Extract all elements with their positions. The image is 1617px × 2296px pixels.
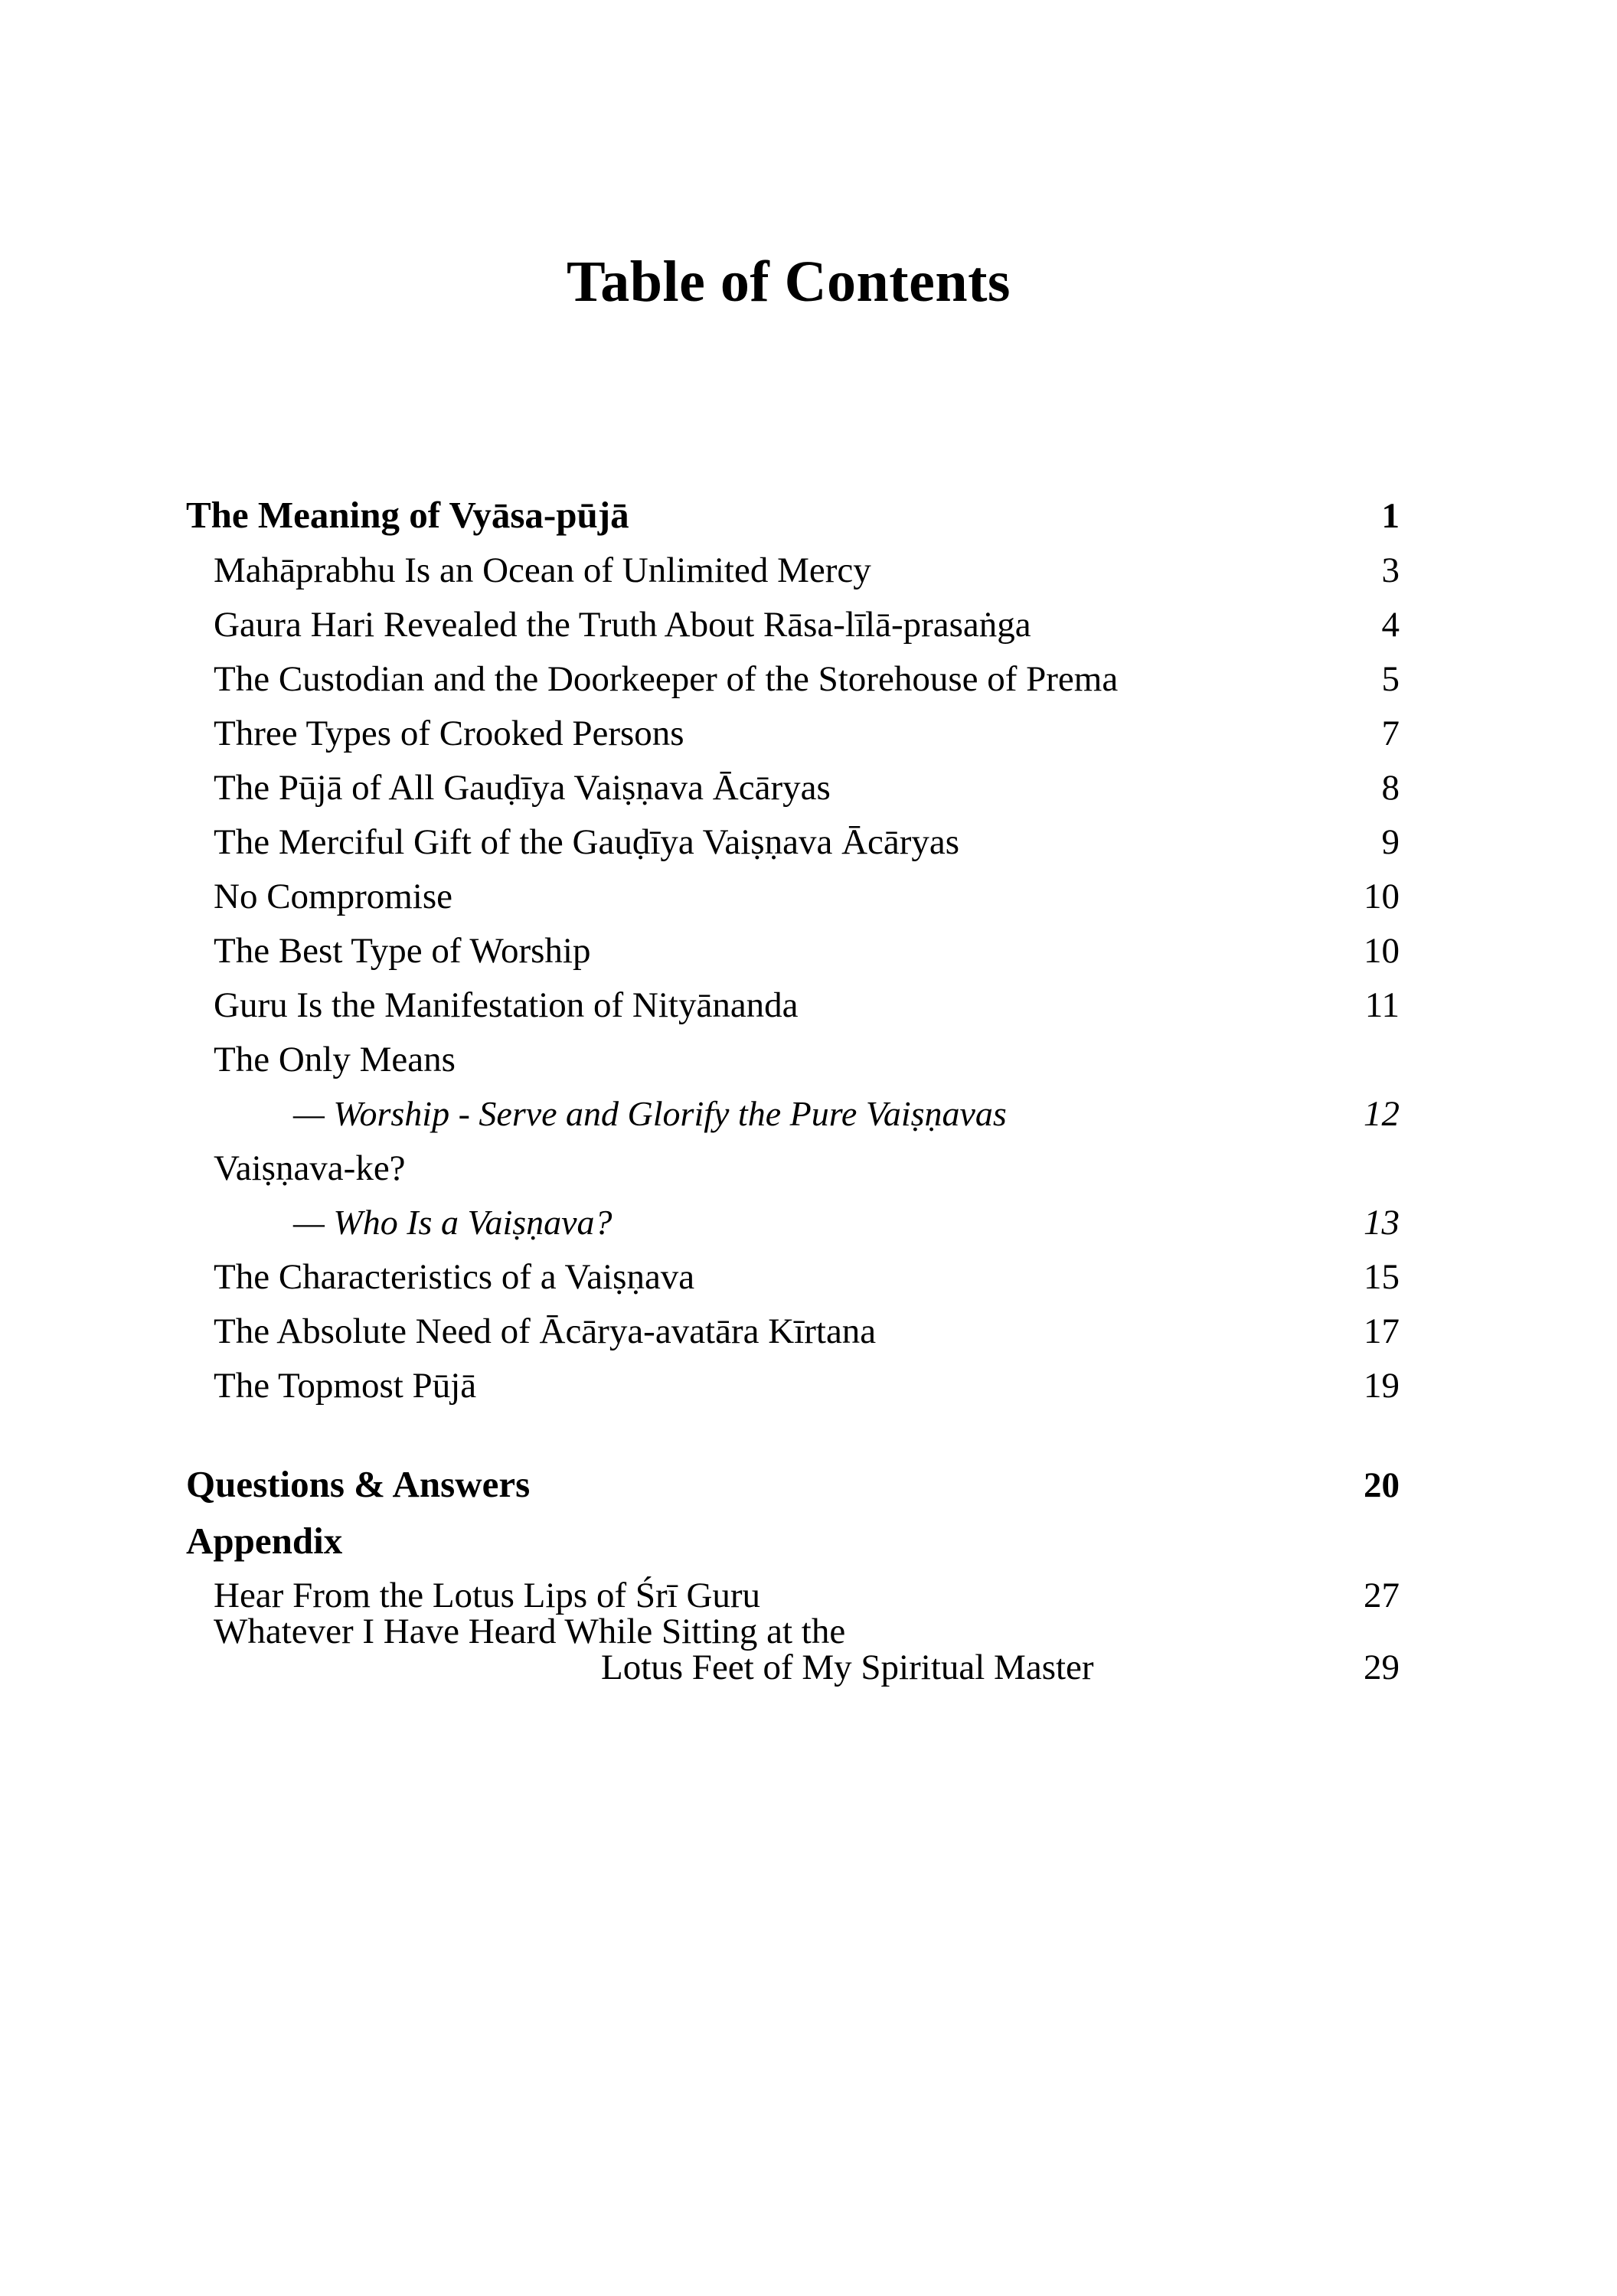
toc-entry-label: The Characteristics of a Vaiṣṇava: [214, 1257, 695, 1297]
toc-entry-label: The Best Type of Worship: [214, 931, 591, 971]
toc-entry-page: 7: [1381, 714, 1400, 753]
toc-entry-label: The Meaning of Vyāsa-pūjā: [186, 494, 629, 536]
toc-entry-section[interactable]: [186, 822, 1400, 862]
toc-entry-label: Gaura Hari Revealed the Truth About Rāsa-līlā-prasaṅga: [214, 605, 1031, 645]
toc-entry-page: 1: [1381, 496, 1400, 536]
toc-entry-page: 9: [1381, 822, 1400, 862]
toc-entry-section[interactable]: [186, 1259, 1400, 1295]
toc-entry-subtitle[interactable]: [186, 1096, 1400, 1132]
toc-entry-section[interactable]: [186, 607, 1400, 643]
toc-entry-page: 19: [1364, 1366, 1400, 1406]
toc-entry-section[interactable]: [186, 661, 1400, 697]
toc-entry-section[interactable]: [186, 933, 1400, 969]
toc-entry-label: Three Types of Crooked Persons: [214, 714, 684, 753]
toc-entry-page: 13: [1364, 1203, 1400, 1243]
toc-entry-section[interactable]: [186, 1042, 1400, 1078]
toc-entry-label: Hear From the Lotus Lips of Śrī Guru: [214, 1576, 761, 1615]
toc-entry-page: 15: [1364, 1257, 1400, 1297]
toc-entry-label: The Custodian and the Doorkeeper of the Storehouse of Prema: [214, 659, 1119, 699]
toc-entry-page: 27: [1364, 1576, 1400, 1615]
toc-entry-label: Vaiṣṇava-ke?: [214, 1148, 406, 1188]
toc-entry-appendix[interactable]: [186, 1522, 1400, 1560]
toc-entry-label: — Who Is a Vaiṣṇava?: [293, 1203, 612, 1242]
toc-entry-page: 11: [1364, 985, 1400, 1025]
toc-entry-label: The Only Means: [214, 1040, 456, 1079]
toc-entry-label: The Pūjā of All Gauḍīya Vaiṣṇava Ācāryas: [214, 768, 831, 808]
toc-entry-page: 17: [1364, 1311, 1400, 1351]
toc-entry-page: 4: [1381, 605, 1400, 645]
toc-entry-page: 20: [1364, 1465, 1400, 1505]
toc-entry-appendix-item[interactable]: [186, 1614, 1400, 1650]
toc-entry-section[interactable]: [186, 879, 1400, 915]
toc-entry-label: No Compromise: [214, 877, 453, 916]
toc-entry-label: Lotus Feet of My Spiritual Master: [601, 1648, 1094, 1687]
toc-list: [186, 496, 1400, 1686]
toc-entry-section[interactable]: [186, 716, 1400, 752]
toc-entry-appendix-continuation[interactable]: [186, 1650, 1400, 1686]
toc-entry-section[interactable]: [186, 550, 1400, 590]
toc-entry-page: 29: [1364, 1648, 1400, 1687]
toc-entry-page: 8: [1381, 768, 1400, 808]
toc-entry-label: Appendix: [186, 1520, 343, 1562]
toc-entry-label: Guru Is the Manifestation of Nityānanda: [214, 985, 799, 1025]
toc-entry-page: 3: [1381, 550, 1400, 590]
toc-entry-page: 12: [1364, 1094, 1400, 1134]
page-title: Table of Contents: [567, 250, 1011, 314]
toc-entry-section[interactable]: [186, 985, 1400, 1025]
toc-entry-page: 10: [1364, 877, 1400, 916]
toc-entry-label: The Merciful Gift of the Gauḍīya Vaiṣṇava Ācāryas: [214, 822, 960, 862]
toc-entry-page: 5: [1381, 659, 1400, 699]
toc-entry-page: 10: [1364, 931, 1400, 971]
toc-entry-section[interactable]: [186, 1368, 1400, 1404]
toc-entry-section[interactable]: [186, 1311, 1400, 1351]
toc-entry-subtitle[interactable]: [186, 1205, 1400, 1241]
toc-entry-label: Whatever I Have Heard While Sitting at the: [214, 1612, 846, 1651]
section-spacer: [186, 1422, 1400, 1465]
toc-entry-label: The Absolute Need of Ācārya-avatāra Kīrtana: [214, 1311, 877, 1351]
toc-entry-appendix-item[interactable]: [186, 1578, 1400, 1614]
toc-entry-chapter[interactable]: [186, 496, 1400, 534]
toc-entry-label: Questions & Answers: [186, 1463, 531, 1505]
toc-entry-label: — Worship - Serve and Glorify the Pure Vaiṣṇavas: [293, 1094, 1007, 1133]
toc-entry-section[interactable]: [186, 770, 1400, 806]
toc-entry-questions[interactable]: [186, 1465, 1400, 1504]
toc-entry-label: Mahāprabhu Is an Ocean of Unlimited Mercy: [214, 550, 871, 590]
toc-entry-section[interactable]: [186, 1148, 1400, 1188]
toc-entry-label: The Topmost Pūjā: [214, 1366, 477, 1406]
